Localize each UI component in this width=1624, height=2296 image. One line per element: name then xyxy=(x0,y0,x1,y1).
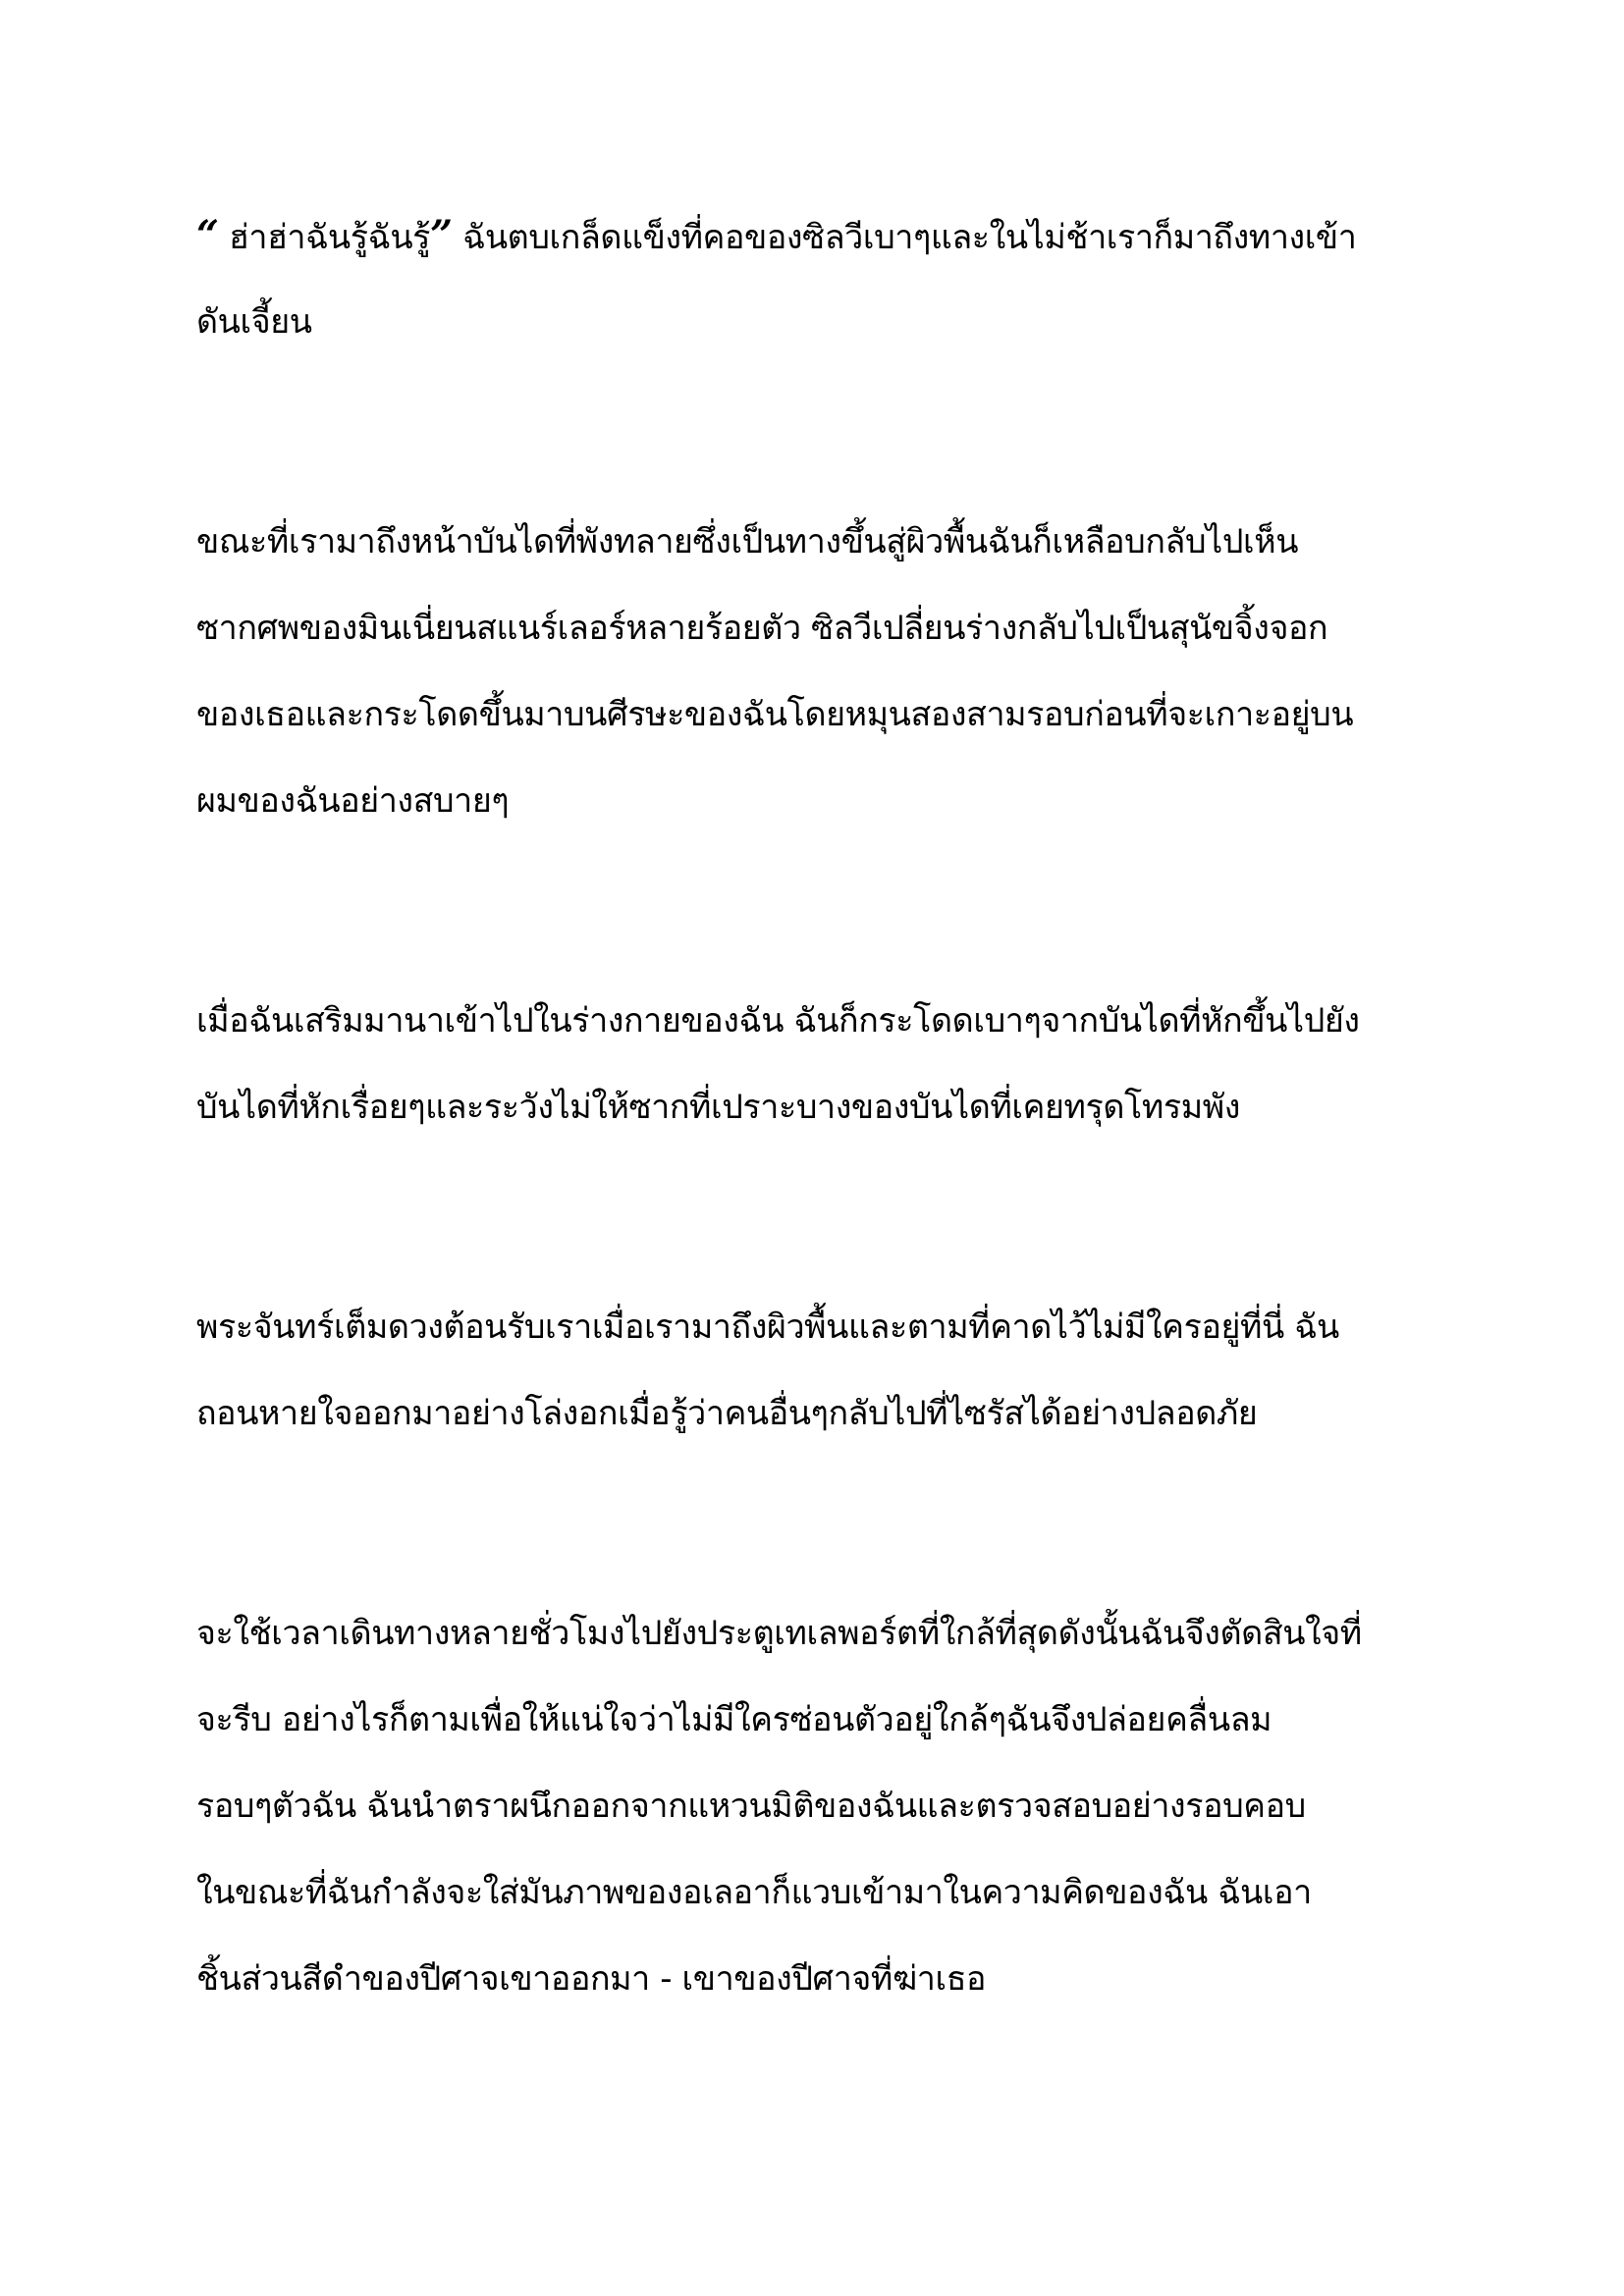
close-quote-mark: ” xyxy=(430,212,453,258)
narration-text: ฉันตบเกล็ดแข็งที่คอของซิลวีเบาๆและในไม่ช้าเราก็มาถึงทางเข้า xyxy=(462,218,1357,257)
paragraph-5-line-2: จะรีบ อย่างไรก็ตามเพื่อให้แน่ใจว่าไม่มีใครซ่อนตัวอยู่ใกล้ๆฉันจึงปล่อยคลื่นลม xyxy=(196,1700,1272,1739)
paragraph-3-line-2: บันไดที่หักเรื่อยๆและระวังไม่ให้ซากที่เปราะบางของบันไดที่เคยทรุดโทรมพัง xyxy=(196,1088,1240,1127)
open-quote-mark: “ xyxy=(196,212,219,258)
paragraph-2-line-4: ผมของฉันอย่างสบายๆ xyxy=(196,781,510,821)
paragraph-2-line-2: ซากศพของมินเนี่ยนสแนร์เลอร์หลายร้อยตัว ซิลวีเปลี่ยนร่างกลับไปเป็นสุนัขจิ้งจอก xyxy=(196,609,1328,648)
paragraph-5-line-1: จะใช้เวลาเดินทางหลายชั่วโมงไปยังประตูเทเลพอร์ตที่ใกล้ที่สุดดังนั้นฉันจึงตัดสินใจที่ xyxy=(196,1614,1362,1653)
paragraph-2-line-3: ของเธอและกระโดดขึ้นมาบนศีรษะของฉันโดยหมุนสองสามรอบก่อนที่จะเกาะอยู่บน xyxy=(196,695,1354,734)
paragraph-1-line-2: ดันเจี้ยน xyxy=(196,302,312,342)
paragraph-5-line-5: ชิ้นส่วนสีดำของปีศาจเขาออกมา - เขาของปีศาจที่ฆ่าเธอ xyxy=(196,1959,987,1999)
paragraph-5-line-4: ในขณะที่ฉันกำลังจะใส่มันภาพของอเลอาก็แวบเข้ามาในความคิดของฉัน ฉันเอา xyxy=(196,1873,1312,1912)
dialogue-text: ฮ่าฮ่าฉันรู้ฉันรู้ xyxy=(229,218,431,257)
paragraph-1-line-1 xyxy=(196,211,1356,262)
paragraph-2-line-1: ขณะที่เรามาถึงหน้าบันไดที่พังทลายซึ่งเป็นทางขึ้นสู่ผิวพื้นฉันก็เหลือบกลับไปเห็น xyxy=(196,522,1299,561)
paragraph-4-line-2: ถอนหายใจออกมาอย่างโล่งอกเมื่อรู้ว่าคนอื่นๆกลับไปที่ไซรัสได้อย่างปลอดภัย xyxy=(196,1394,1258,1433)
paragraph-5-line-3: รอบๆตัวฉัน ฉันนำตราผนึกออกจากแหวนมิติของฉันและตรวจสอบอย่างรอบคอบ xyxy=(196,1787,1306,1826)
paragraph-3-line-1: เมื่อฉันเสริมมานาเข้าไปในร่างกายของฉัน ฉันก็กระโดดเบาๆจากบันไดที่หักขึ้นไปยัง xyxy=(196,1001,1360,1041)
paragraph-4-line-1: พระจันทร์เต็มดวงต้อนรับเราเมื่อเรามาถึงผิวพื้นและตามที่คาดไว้ไม่มีใครอยู่ที่นี่ ฉัน xyxy=(196,1308,1339,1347)
